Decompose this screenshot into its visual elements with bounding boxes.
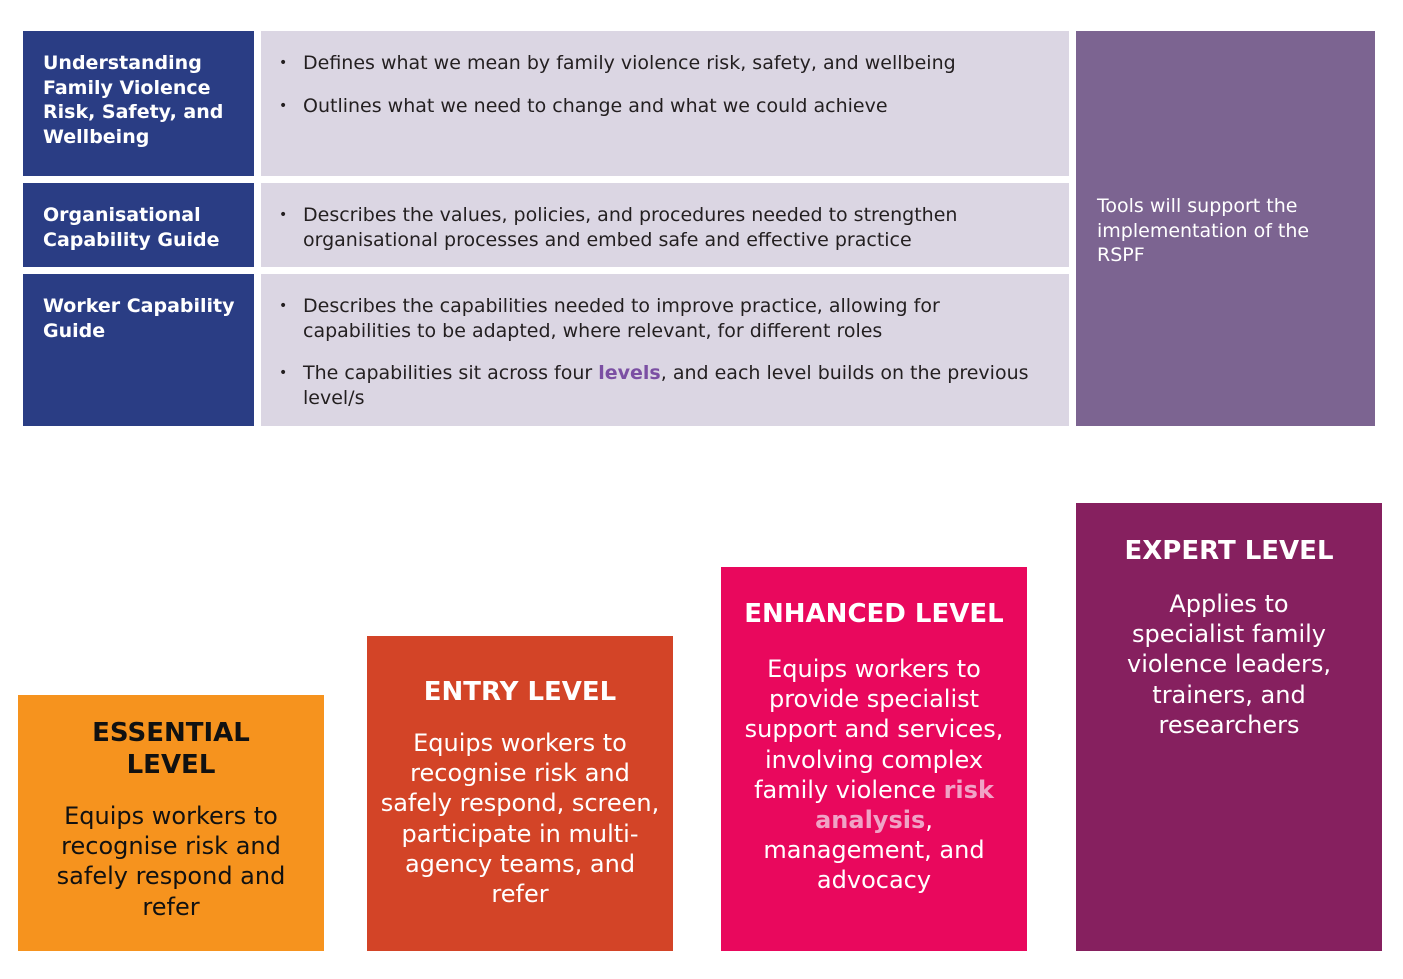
essential-level-card bbox=[18, 695, 324, 951]
level-description: Applies to specialist family violence leaders, trainers, and researchers bbox=[1127, 590, 1331, 739]
section-title-worker bbox=[23, 274, 254, 426]
level-title: ESSENTIAL LEVEL bbox=[92, 718, 250, 780]
description-text: , management, and advocacy bbox=[763, 806, 985, 895]
bullet-item: • Defines what we mean by family violence risk, safety, and wellbeing bbox=[303, 51, 1029, 76]
tools-panel bbox=[1076, 31, 1375, 426]
section-title-text: Worker Capability Guide bbox=[43, 295, 235, 342]
bullet-item: • Describes the capabilities needed to improve practice, allowing for capabilities to be adapted, where relevant, for different roles bbox=[303, 294, 1029, 343]
bullet-item: • Outlines what we need to change and what we could achieve bbox=[303, 94, 1029, 119]
bullet-list bbox=[261, 51, 1069, 118]
bullet-list bbox=[261, 203, 1069, 252]
level-description: Equips workers to recognise risk and safely respond, screen, participate in multi-agency teams, and refer bbox=[380, 729, 660, 909]
bullet-item: • Describes the values, policies, and procedures needed to strengthen organisational processes and embed safe and effective practice bbox=[303, 203, 1029, 252]
section-title-understanding bbox=[23, 31, 254, 176]
enhanced-level-card bbox=[721, 567, 1027, 951]
section-title-text: Understanding Family Violence Risk, Safety, and Wellbeing bbox=[43, 52, 224, 148]
bullet-item-levels bbox=[303, 361, 1029, 410]
section-title-organisational bbox=[23, 183, 254, 267]
level-title: ENHANCED LEVEL bbox=[744, 599, 1004, 629]
section-description-understanding bbox=[261, 31, 1069, 176]
tools-note: Tools will support the implementation of the RSPF bbox=[1097, 195, 1310, 266]
level-description: Equips workers to recognise risk and safely respond and refer bbox=[56, 802, 286, 921]
section-description-worker bbox=[261, 274, 1069, 426]
levels-link[interactable]: levels bbox=[598, 362, 661, 384]
bullet-list bbox=[261, 294, 1069, 410]
level-title: ENTRY LEVEL bbox=[423, 677, 617, 707]
bullet-text: , and each level builds on the previous level/s bbox=[303, 362, 1029, 409]
risk-analysis-link[interactable]: risk analysis bbox=[815, 775, 994, 835]
section-description-organisational bbox=[261, 183, 1069, 267]
entry-level-card bbox=[367, 636, 673, 951]
description-text: Equips workers to provide specialist support and services, involving complex family violence bbox=[744, 655, 1004, 804]
level-title: EXPERT LEVEL bbox=[1124, 536, 1334, 566]
expert-level-card bbox=[1076, 503, 1382, 951]
bullet-text: The capabilities sit across four bbox=[303, 362, 599, 384]
section-title-text: Organisational Capability Guide bbox=[43, 204, 220, 251]
level-description bbox=[731, 654, 1017, 896]
